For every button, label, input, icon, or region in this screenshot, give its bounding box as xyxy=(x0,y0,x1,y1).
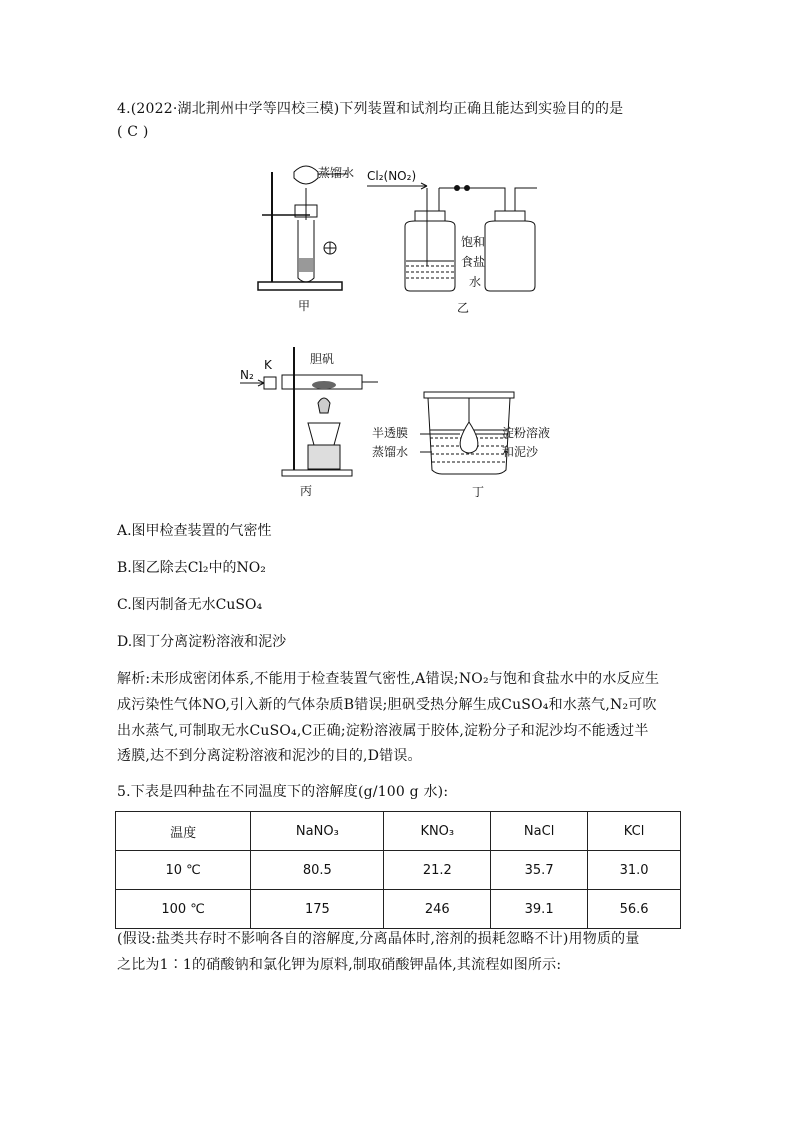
ding-water: 蒸馏水 xyxy=(372,445,409,459)
analysis-line-3: 出水蒸气,可制取无水CuSO₄,C正确;淀粉溶液属于胶体,淀粉分子和泥沙均不能透过半 xyxy=(117,723,649,739)
jia-water: 蒸馏水 xyxy=(318,166,355,180)
yi-liquid-1: 饱和 xyxy=(461,235,486,249)
table-cell: 35.7 xyxy=(491,851,588,890)
table-cell: 39.1 xyxy=(491,890,588,929)
table-cell: 56.6 xyxy=(588,890,681,929)
bing-label: 丙 xyxy=(300,484,313,498)
table-cell: 10 ℃ xyxy=(116,851,251,890)
analysis-line-2: 成污染性气体NO,引入新的气体杂质B错误;胆矾受热分解生成CuSO₄和水蒸气,N₂可吹 xyxy=(117,697,657,713)
table-cell: 21.2 xyxy=(384,851,491,890)
table-header-cell: NaCl xyxy=(491,812,588,851)
table-header-cell: KNO₃ xyxy=(384,812,491,851)
ding-sand: 和泥沙 xyxy=(502,445,539,459)
bing-k: K xyxy=(264,358,272,372)
q5-stem: 5.下表是四种盐在不同温度下的溶解度(g/100 g 水): xyxy=(117,784,449,800)
option-a: A.图甲检查装置的气密性 xyxy=(117,523,272,539)
table-cell: 175 xyxy=(251,890,384,929)
table-header-cell: NaNO₃ xyxy=(251,812,384,851)
table-cell: 80.5 xyxy=(251,851,384,890)
ding-starch: 淀粉溶液 xyxy=(502,426,551,440)
table-cell: 31.0 xyxy=(588,851,681,890)
figure-jia xyxy=(250,160,360,320)
bing-chem: 胆矾 xyxy=(310,352,335,366)
ding-right-labels xyxy=(502,424,562,464)
q4-stem: 4.(2022·湖北荆州中学等四校三模)下列装置和试剂均正确且能达到实验目的的是 xyxy=(117,101,624,117)
table-row xyxy=(116,890,681,929)
q4-answer: ( C ) xyxy=(117,124,149,140)
figure-bing xyxy=(238,345,388,500)
yi-label: 乙 xyxy=(457,301,470,315)
yi-gas: Cl₂(NO₂) xyxy=(367,169,417,183)
figure-yi xyxy=(365,166,545,316)
yi-liquid-2: 食盐 xyxy=(461,255,486,269)
option-b: B.图乙除去Cl₂中的NO₂ xyxy=(117,560,266,576)
table-header-cell: KCl xyxy=(588,812,681,851)
analysis-line-1: 解析:未形成密闭体系,不能用于检查装置气密性,A错误;NO₂与饱和食盐水中的水反应生 xyxy=(117,671,660,687)
q5-note-line-1: (假设:盐类共存时不影响各自的溶解度,分离晶体时,溶剂的损耗忽略不计)用物质的量 xyxy=(117,931,640,947)
analysis-line-4: 透膜,达不到分离淀粉溶液和泥沙的目的,D错误。 xyxy=(117,748,422,764)
table-cell: 100 ℃ xyxy=(116,890,251,929)
yi-liquid-3: 水 xyxy=(469,275,482,289)
option-d: D.图丁分离淀粉溶液和泥沙 xyxy=(117,634,287,650)
table-header-cell: 温度 xyxy=(116,812,251,851)
ding-membrane: 半透膜 xyxy=(372,426,409,440)
solubility-table xyxy=(115,811,681,929)
jia-water-label-svg xyxy=(318,164,368,184)
ding-left-labels xyxy=(372,424,432,464)
jia-label: 甲 xyxy=(298,299,311,313)
table-row xyxy=(116,851,681,890)
ding-label: 丁 xyxy=(472,485,485,499)
q5-note-line-2: 之比为1∶1的硝酸钠和氯化钾为原料,制取硝酸钾晶体,其流程如图所示: xyxy=(117,957,562,973)
table-header-row xyxy=(116,812,681,851)
option-c: C.图丙制备无水CuSO₄ xyxy=(117,597,263,613)
table-cell: 246 xyxy=(384,890,491,929)
bing-n2: N₂ xyxy=(240,368,254,382)
